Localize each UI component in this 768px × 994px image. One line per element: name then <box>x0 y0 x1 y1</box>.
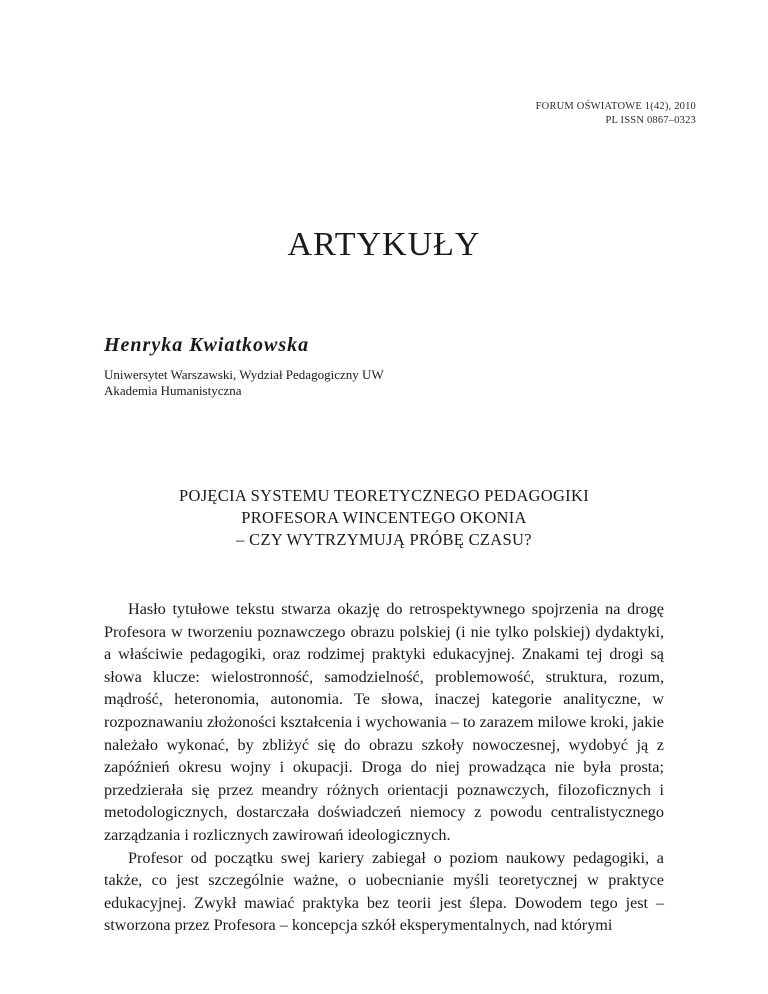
section-title: ARTYKUŁY <box>287 226 481 263</box>
article-title <box>104 485 664 551</box>
article-title-line: POJĘCIA SYSTEMU TEORETYCZNEGO PEDAGOGIKI <box>179 486 589 505</box>
affiliation-line: Akademia Humanistyczna <box>104 383 242 398</box>
journal-info <box>536 100 696 128</box>
article-body <box>104 598 664 937</box>
article-title-line: PROFESORA WINCENTEGO OKONIA <box>241 508 527 527</box>
body-paragraph: Profesor od początku swej kariery zabiegał o poziom naukowy pedagogiki, a także, co jest szczególnie ważne, o uobecnianie myśli teoretycznej w praktyce edukacyjnej. Zwykł mawiać praktyka bez teorii jest ślepa. Dowodem tego jest – stworzona przez Profesora – koncepcja szkół eksperymentalnych, nad którymi <box>104 848 664 935</box>
article-title-line: – CZY WYTRZYMUJĄ PRÓBĘ CZASU? <box>236 530 532 549</box>
journal-issue: FORUM OŚWIATOWE 1(42), 2010 <box>535 101 696 112</box>
author-affiliations <box>104 367 384 399</box>
affiliation-line: Uniwersytet Warszawski, Wydział Pedagogiczny UW <box>104 367 384 382</box>
body-paragraph: Hasło tytułowe tekstu stwarza okazję do retrospektywnego spojrzenia na drogę Profesora w tworzeniu poznawczego obrazu polskiej (i nie tylko polskiej) dydaktyki, a właściwie pedagogiki, oraz rodzimej praktyki edukacyjnej. Znakami tej drogi są słowa klucze: wielostronność, samodzielność, problemowość, struktura, rozum, mądrość, heteronomia, autonomia. Te słowa, inaczej kategorie analityczne, w rozpoznawaniu złożoności kształcenia i wychowania – to zarazem milowe kroki, jakie należało wykonać, by zbliżyć się do obrazu szkoły nowoczesnej, wydobyć ją z zapóźnień okresu wojny i okupacji. Droga do niej prowadząca nie była prosta; przedzierała się przez meandry różnych orientacji poznawczych, filozoficznych i metodologicznych, dostarczała doświadczeń niemocy z powodu centralistycznego zarządzania i rozlicznych zawirowań ideologicznych. <box>104 600 664 844</box>
journal-issn: PL ISSN 0867–0323 <box>605 115 696 126</box>
author-name: Henryka Kwiatkowska <box>104 334 310 356</box>
